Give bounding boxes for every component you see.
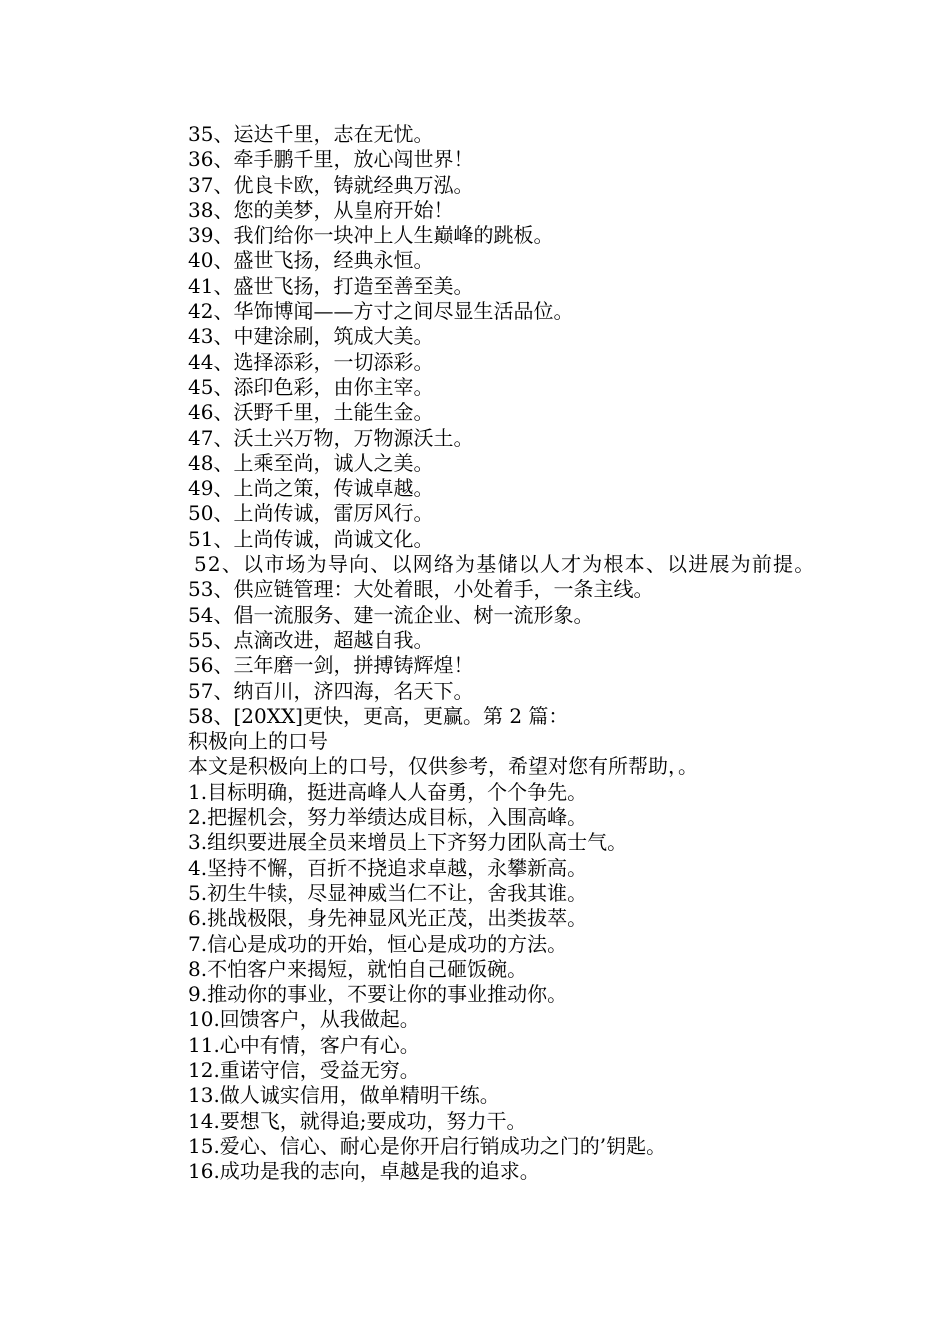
- text-line: 38、您的美梦，从皇府开始！: [188, 197, 454, 222]
- text-line: 49、上尚之策，传诚卓越。: [188, 476, 434, 501]
- text-line: 44、选择添彩，一切添彩。: [188, 349, 434, 374]
- text-line: 54、倡一流服务、建一流企业、树一流形象。: [188, 602, 594, 627]
- text-line: 11.心中有情，客户有心。: [188, 1032, 420, 1057]
- text-line: 46、沃野千里，土能生金。: [188, 400, 434, 425]
- text-line: 36、牵手鹏千里，放心闯世界！: [188, 147, 474, 172]
- text-line: 13.做人诚实信用，做单精明干练。: [188, 1083, 500, 1108]
- slogan-paragraph-52: 52、以市场为导向、以网络为基储以人才为根本、以进展为前提。: [194, 552, 816, 577]
- text-line: 2.把握机会，努力举绩达成目标，入围高峰。: [188, 805, 588, 830]
- text-line: 1.目标明确，挺进高峰人人奋勇，个个争先。: [188, 779, 588, 804]
- text-line: 58、[20XX]更快，更高，更赢。第 2 篇：: [188, 703, 569, 728]
- text-line: 3.组织要进展全员来增员上下齐努力团队高士气。: [188, 830, 628, 855]
- text-line: 51、上尚传诚，尚诚文化。: [188, 526, 434, 551]
- text-line: 42、华饰博闻——方寸之间尽显生活品位。: [188, 299, 574, 324]
- slogan-list-part-1: [144, 122, 824, 552]
- slogan-list-part-2: [144, 577, 824, 1184]
- text-line: 7.信心是成功的开始，恒心是成功的方法。: [188, 931, 568, 956]
- text-line: 本文是积极向上的口号，仅供参考，希望对您有所帮助，。: [188, 754, 698, 779]
- text-line: 6.挑战极限，身先神显风光正茂，出类拔萃。: [188, 906, 588, 931]
- text-line: 43、中建涂刷，筑成大美。: [188, 324, 434, 349]
- text-line: 10.回馈客户，从我做起。: [188, 1007, 420, 1032]
- text-line: 57、纳百川，济四海，名天下。: [188, 678, 474, 703]
- text-line: 41、盛世飞扬，打造至善至美。: [188, 273, 474, 298]
- text-line: 5.初生牛犊，尽显神威当仁不让，舍我其谁。: [188, 880, 588, 905]
- text-line: 55、点滴改进，超越自我。: [188, 627, 434, 652]
- text-line: 8.不怕客户来揭短，就怕自己砸饭碗。: [188, 956, 528, 981]
- text-line: 45、添印色彩，由你主宰。: [188, 374, 434, 399]
- text-line: 15.爱心、信心、耐心是你开启行销成功之门的’钥匙。: [188, 1133, 667, 1158]
- text-line: 53、供应链管理：大处着眼，小处着手，一条主线。: [188, 577, 654, 602]
- text-line: 16.成功是我的志向，卓越是我的追求。: [188, 1159, 540, 1184]
- text-line: 4.坚持不懈，百折不挠追求卓越，永攀新高。: [188, 855, 588, 880]
- text-line: 9.推动你的事业，不要让你的事业推动你。: [188, 982, 568, 1007]
- text-line: 37、优良卡欧，铸就经典万泓。: [188, 172, 474, 197]
- text-line: 48、上乘至尚，诚人之美。: [188, 450, 434, 475]
- text-line: 12.重诺守信，受益无穷。: [188, 1057, 420, 1082]
- text-line: 14.要想飞，就得追;要成功，努力干。: [188, 1108, 527, 1133]
- text-line: 40、盛世飞扬，经典永恒。: [188, 248, 434, 273]
- text-line: 47、沃土兴万物，万物源沃土。: [188, 425, 474, 450]
- text-line: 39、我们给你一块冲上人生巅峰的跳板。: [188, 223, 554, 248]
- text-line: 35、运达千里，志在无忧。: [188, 122, 434, 146]
- text-line: 积极向上的口号: [188, 729, 328, 754]
- document-body: [144, 122, 824, 1184]
- text-line: 56、三年磨一剑，拼搏铸辉煌！: [188, 653, 474, 678]
- text-line: 50、上尚传诚，雷厉风行。: [188, 501, 434, 526]
